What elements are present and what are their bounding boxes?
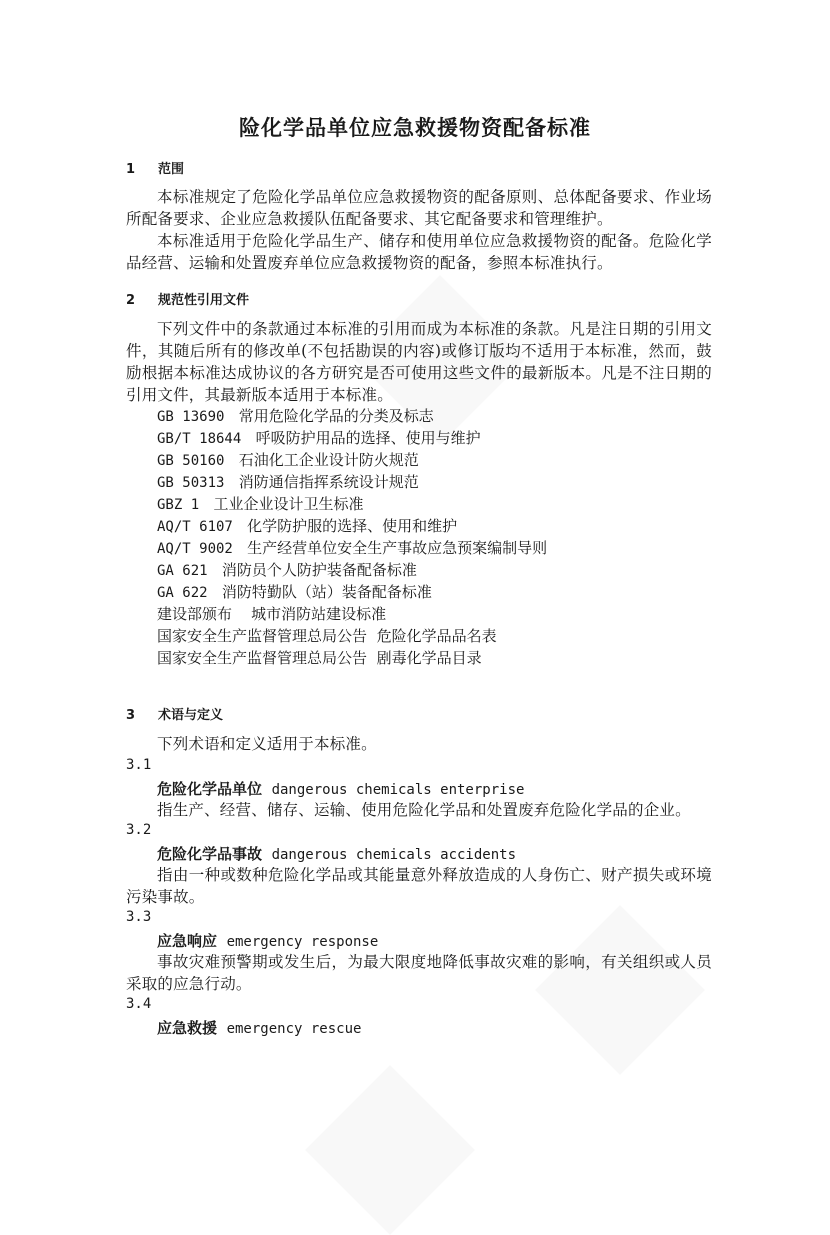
section-title: 术语与定义 [158,708,224,723]
section-3-intro: 下列术语和定义适用于本标准。 [157,735,377,753]
term-definition: 事故灾难预警期或发生后，为最大限度地降低事故灾难的影响，有关组织或人员采取的应急行动。 [126,953,712,993]
section-1-paragraph-1: 本标准规定了危险化学品单位应急救援物资的配备原则、总体配备要求、作业场所配备要求、企业应急救援队伍配备要求、其它配备要求和管理维护。 [126,188,712,228]
term-entry: 危险化学品事故 dangerous chemicals accidents [157,845,516,863]
reference-item: AQ/T 9002 生产经营单位安全生产事故应急预案编制导则 [157,539,548,557]
section-number: 1 [126,162,136,177]
reference-item: GB/T 18644 呼吸防护用品的选择、使用与维护 [157,429,481,447]
section-title: 范围 [158,162,185,177]
section-3-heading [126,704,223,723]
clause-number: 3.1 [126,757,152,773]
reference-item: AQ/T 6107 化学防护服的选择、使用和维护 [157,517,458,535]
section-1-heading [126,158,184,177]
reference-item: GA 622 消防特勤队（站）装备配备标准 [157,583,432,601]
watermark-diamond [305,1065,475,1235]
reference-item: 国家安全生产监督管理总局公告 剧毒化学品目录 [157,649,482,667]
term-entry: 应急响应 emergency response [157,932,379,950]
reference-item: GB 13690 常用危险化学品的分类及标志 [157,407,434,425]
clause-number: 3.2 [126,822,152,838]
section-number: 2 [126,293,136,308]
reference-item: 国家安全生产监督管理总局公告 危险化学品品名表 [157,627,497,645]
reference-item: GB 50313 消防通信指挥系统设计规范 [157,473,419,491]
section-2-heading [126,289,249,308]
reference-item: GA 621 消防员个人防护装备配备标准 [157,561,417,579]
term-entry: 应急救援 emergency rescue [157,1019,362,1037]
section-2-paragraph-1: 下列文件中的条款通过本标准的引用而成为本标准的条款。凡是注日期的引用文件，其随后所有的修改单(不包括勘误的内容)或修订版均不适用于本标准，然而，鼓励根据本标准达成协议的各方研究是否可使用这些文件的最新版本。凡是不注日期的引用文件，其最新版本适用于本标准。 [126,320,712,404]
reference-item: GB 50160 石油化工企业设计防火规范 [157,451,419,469]
section-number: 3 [126,708,136,723]
term-entry: 危险化学品单位 dangerous chemicals enterprise [157,780,525,798]
clause-number: 3.3 [126,909,152,925]
term-definition: 指由一种或数种危险化学品或其能量意外释放造成的人身伤亡、财产损失或环境污染事故。 [126,866,712,906]
section-title: 规范性引用文件 [158,293,250,308]
reference-item: 建设部颁布 城市消防站建设标准 [157,605,387,623]
document-title: 险化学品单位应急救援物资配备标准 [239,116,591,140]
term-definition: 指生产、经营、储存、运输、使用危险化学品和处置废弃危险化学品的企业。 [157,801,691,819]
clause-number: 3.4 [126,996,152,1012]
reference-item: GBZ 1 工业企业设计卫生标准 [157,495,364,513]
section-1-paragraph-2: 本标准适用于危险化学品生产、储存和使用单位应急救援物资的配备。危险化学品经营、运输和处置废弃单位应急救援物资的配备，参照本标准执行。 [126,232,712,272]
